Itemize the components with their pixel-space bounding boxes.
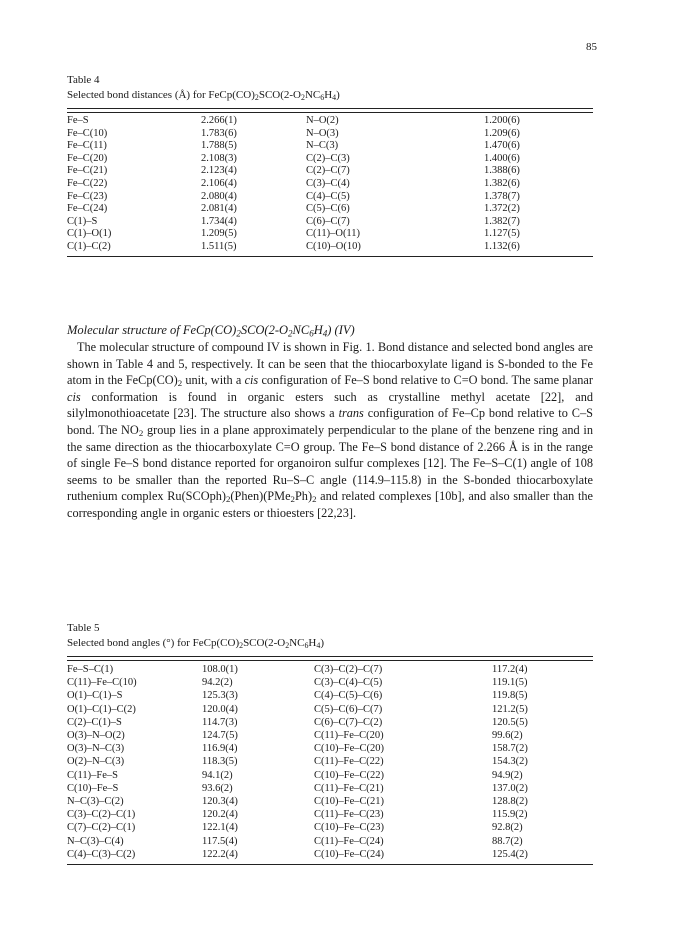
table-row [67,742,593,755]
bond-cell: C(11)–Fe–S [67,769,118,781]
bond-cell: C(10)–Fe–C(24) [314,848,384,860]
bond-cell: C(1)–C(2) [67,240,111,252]
bond-cell: O(1)–C(1)–S [67,690,123,702]
table-row [67,216,593,229]
bond-cell: C(11)–Fe–C(21) [314,782,384,794]
bond-cell: N–C(3)–C(2) [67,796,124,808]
value-cell: 121.2(5) [492,703,528,715]
table-row [67,165,593,178]
table4 [67,115,593,254]
bond-cell: Fe–C(21) [67,165,108,177]
bond-cell: C(10)–Fe–C(22) [314,769,384,781]
table-row [67,821,593,834]
table4-label: Table 4 [67,74,100,86]
value-cell: 120.2(4) [202,809,238,821]
bond-cell: C(6)–C(7) [306,215,350,227]
table-row [67,153,593,166]
value-cell: 1.209(6) [484,127,520,139]
table-row [67,808,593,821]
value-cell: 2.123(4) [201,165,237,177]
bond-cell: Fe–C(20) [67,152,108,164]
value-cell: 99.6(2) [492,730,523,742]
table-row [67,128,593,141]
table5 [67,663,593,861]
bond-cell: C(1)–S [67,215,98,227]
table-row [67,755,593,768]
bond-cell: C(10)–Fe–S [67,782,119,794]
page-number: 85 [586,41,597,53]
bond-cell: C(10)–Fe–C(21) [314,796,384,808]
table-row [67,729,593,742]
table5-bottom-rule [67,864,593,865]
value-cell: 124.7(5) [202,730,238,742]
bond-cell: C(10)–O(10) [306,240,361,252]
value-cell: 115.9(2) [492,809,528,821]
value-cell: 1.127(5) [484,228,520,240]
table-row [67,140,593,153]
value-cell: 117.5(4) [202,835,238,847]
table-row [67,241,593,254]
value-cell: 125.4(2) [492,848,528,860]
table5-header-rule [67,660,593,661]
bond-cell: C(10)–Fe–C(23) [314,822,384,834]
bond-cell: C(4)–C(5)–C(6) [314,690,383,702]
table-row [67,663,593,676]
value-cell: 2.080(4) [201,190,237,202]
value-cell: 2.108(3) [201,152,237,164]
value-cell: 120.5(5) [492,716,528,728]
bond-cell: O(3)–N–O(2) [67,730,125,742]
table-row [67,782,593,795]
value-cell: 92.8(2) [492,822,523,834]
table-row [67,835,593,848]
value-cell: 1.788(5) [201,140,237,152]
table4-caption: Selected bond distances (Å) for $FeCp(CO)_2SCO(2-O_2NC_6H_4)$ [67,89,340,102]
bond-cell: C(1)–O(1) [67,228,112,240]
bond-cell: Fe–C(24) [67,203,108,215]
value-cell: 1.470(6) [484,140,520,152]
value-cell: 88.7(2) [492,835,523,847]
bond-cell: Fe–S–C(1) [67,664,114,675]
value-cell: 122.1(4) [202,822,238,834]
table4-header-rule [67,112,593,113]
bond-cell: Fe–C(11) [67,140,107,152]
table-row [67,178,593,191]
table-row [67,703,593,716]
bond-cell: C(11)–Fe–C(20) [314,730,384,742]
bond-cell: C(5)–C(6) [306,203,350,215]
table-row [67,676,593,689]
value-cell: 1.382(6) [484,177,520,189]
bond-cell: C(2)–C(3) [306,152,350,164]
value-cell: 2.266(1) [201,115,237,126]
value-cell: 1.200(6) [484,115,520,126]
value-cell: 1.734(4) [201,215,237,227]
bond-cell: O(1)–C(1)–C(2) [67,703,136,715]
bond-cell: C(5)–C(6)–C(7) [314,703,383,715]
table4-top-rule [67,108,593,109]
table-row [67,203,593,216]
table-row [67,228,593,241]
bond-cell: C(11)–Fe–C(10) [67,677,137,689]
table5-caption: Selected bond angles (°) for $FeCp(CO)_2SCO(2-O_2NC_6H_4)$ [67,637,324,650]
table-row [67,716,593,729]
value-cell: 1.400(6) [484,152,520,164]
bond-cell: C(2)–C(7) [306,165,350,177]
section-heading: Molecular structure of $FeCp(CO)_2SCO(2-O_2NC_6H_4)$ (IV) [67,323,355,339]
bond-cell: C(4)–C(3)–C(2) [67,848,136,860]
value-cell: 1.382(7) [484,215,520,227]
table-row [67,115,593,128]
value-cell: 125.3(3) [202,690,238,702]
table5-label: Table 5 [67,622,100,634]
bond-cell: C(6)–C(7)–C(2) [314,716,383,728]
bond-cell: Fe–C(10) [67,127,108,139]
bond-cell: N–C(3) [306,140,339,152]
value-cell: 1.378(7) [484,190,520,202]
table-row [67,795,593,808]
bond-cell: C(3)–C(4)–C(5) [314,677,383,689]
value-cell: 1.511(5) [201,240,237,252]
value-cell: 118.3(5) [202,756,238,768]
table5-body [67,663,593,861]
bond-cell: Fe–C(23) [67,190,108,202]
bond-cell: C(2)–C(1)–S [67,716,122,728]
table4-bottom-rule [67,256,593,257]
bond-cell: O(2)–N–C(3) [67,756,125,768]
value-cell: 116.9(4) [202,743,238,755]
value-cell: 94.1(2) [202,769,233,781]
value-cell: 114.7(3) [202,716,238,728]
table-row [67,191,593,204]
value-cell: 158.7(2) [492,743,528,755]
value-cell: 1.388(6) [484,165,520,177]
value-cell: 93.6(2) [202,782,233,794]
value-cell: 119.1(5) [492,677,528,689]
value-cell: 128.8(2) [492,796,528,808]
table-row [67,848,593,861]
value-cell: 122.2(4) [202,848,238,860]
value-cell: 2.081(4) [201,203,237,215]
value-cell: 120.0(4) [202,703,238,715]
value-cell: 2.106(4) [201,177,237,189]
value-cell: 1.372(2) [484,203,520,215]
bond-cell: C(7)–C(2)–C(1) [67,822,136,834]
bond-cell: Fe–S [67,115,89,126]
bond-cell: C(3)–C(2)–C(1) [67,809,136,821]
bond-cell: C(4)–C(5) [306,190,350,202]
value-cell: 154.3(2) [492,756,528,768]
value-cell: 108.0(1) [202,664,238,675]
bond-cell: C(3)–C(4) [306,177,350,189]
bond-cell: Fe–C(22) [67,177,108,189]
value-cell: 1.209(5) [201,228,237,240]
bond-cell: N–O(2) [306,115,339,126]
value-cell: 119.8(5) [492,690,528,702]
bond-cell: O(3)–N–C(3) [67,743,125,755]
bond-cell: C(3)–C(2)–C(7) [314,664,383,675]
table-row [67,769,593,782]
value-cell: 1.132(6) [484,240,520,252]
value-cell: 137.0(2) [492,782,528,794]
table5-top-rule [67,656,593,657]
value-cell: 94.2(2) [202,677,233,689]
bond-cell: N–O(3) [306,127,339,139]
body-paragraph: The molecular structure of compound IV is shown in Fig. 1. Bond distance and selected bond angles are shown in Table 4 and 5, respectively. It can be seen that the thiocarboxylate ligand is S-bonded to the Fe atom in the $FeCp(CO)_2$ unit, with a cis configuration of Fe–S bond relative to C=O bond. The same planar cis conformation is found in organic esters such as crystalline methyl acetate [22], and silylmonothioacetate [23]. The structure also shows a trans configuration of Fe–Cp bond relative to C–S bond. The $NO_2$ group lies in a plane approximately perpendicular to the plane of the benzene ring and in the same direction as the thiocarboxylate C=O group. The Fe–S bond distance of 2.266 Å is in the range of single Fe–S bond distance reported for organoiron sulfur complexes [12]. The Fe–S–C(1) angle of 108 seems to be smaller than the reported Ru–S–C angle (114.9–115.8) in the S-bonded thiocarboxylate ruthenium complex $Ru(SCOph)_2(Phen)(PMe_2Ph)_2$ and related complexes [10b], and also smaller than the corresponding angle in organic esters or thioesters [22,23]. [67,340,593,520]
bond-cell: C(11)–Fe–C(22) [314,756,384,768]
value-cell: 1.783(6) [201,127,237,139]
bond-cell: C(11)–O(11) [306,228,361,240]
bond-cell: C(11)–Fe–C(23) [314,809,384,821]
value-cell: 117.2(4) [492,664,528,675]
value-cell: 94.9(2) [492,769,523,781]
bond-cell: C(11)–Fe–C(24) [314,835,384,847]
bond-cell: N–C(3)–C(4) [67,835,124,847]
table-row [67,689,593,702]
value-cell: 120.3(4) [202,796,238,808]
bond-cell: C(10)–Fe–C(20) [314,743,384,755]
table4-body [67,115,593,254]
